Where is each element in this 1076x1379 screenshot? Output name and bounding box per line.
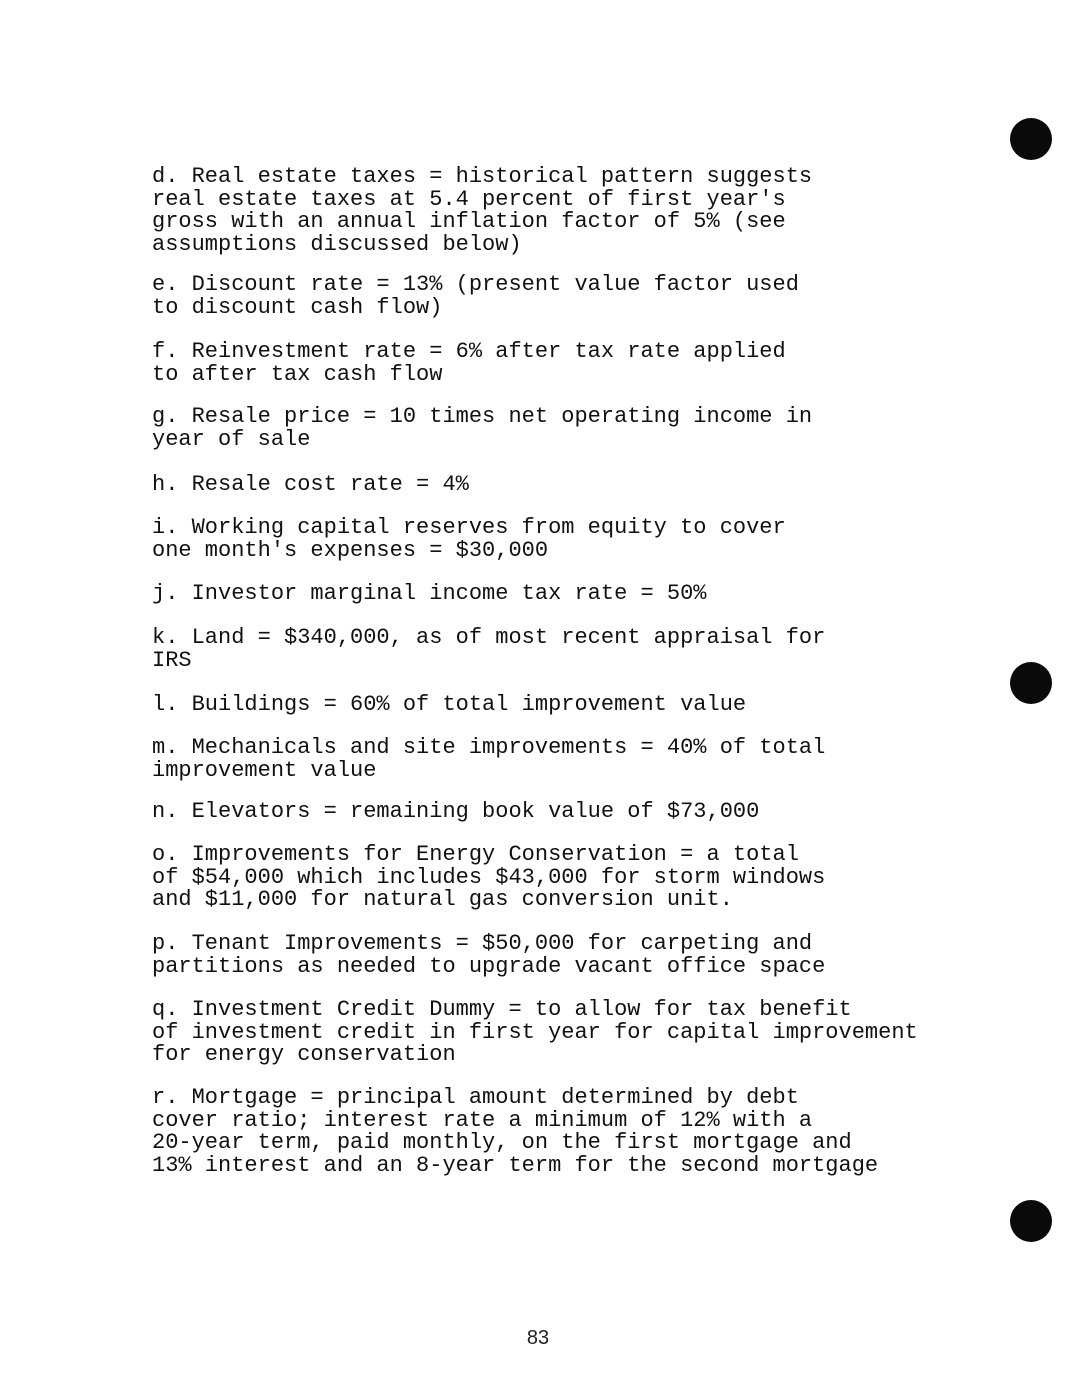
binder-hole-icon [1010, 662, 1052, 704]
list-item-n: n. Elevators = remaining book value of $73,000 [152, 799, 760, 824]
binder-hole-icon [1010, 118, 1052, 160]
list-item-l: l. Buildings = 60% of total improvement value [152, 692, 747, 717]
list-item-i: i. Working capital reserves from equity to cover one month's expenses = $30,000 [152, 515, 786, 563]
binder-hole-icon [1010, 1200, 1052, 1242]
page-number: 83 [526, 1327, 550, 1349]
list-item-h: h. Resale cost rate = 4% [152, 472, 469, 497]
list-item-m: m. Mechanicals and site improvements = 40% of total improvement value [152, 735, 826, 783]
list-item-q: q. Investment Credit Dummy = to allow for tax benefit of investment credit in first year for capital improvement for energy conservation [152, 997, 918, 1067]
list-item-p: p. Tenant Improvements = $50,000 for carpeting and partitions as needed to upgrade vacant office space [152, 931, 826, 979]
list-item-f: f. Reinvestment rate = 6% after tax rate applied to after tax cash flow [152, 339, 786, 387]
list-item-r: r. Mortgage = principal amount determined by debt cover ratio; interest rate a minimum of 12% with a 20-year term, paid monthly, on the first mortgage and 13% interest and an 8-year term for the second mortgage [152, 1085, 879, 1178]
list-item-k: k. Land = $340,000, as of most recent appraisal for IRS [152, 625, 826, 673]
list-item-o: o. Improvements for Energy Conservation = a total of $54,000 which includes $43,000 for storm windows and $11,000 for natural gas conversion unit. [152, 842, 826, 912]
list-item-g: g. Resale price = 10 times net operating income in year of sale [152, 404, 813, 452]
list-item-d: d. Real estate taxes = historical pattern suggests real estate taxes at 5.4 percent of first year's gross with an annual inflation factor of 5% (see assumptions discussed below) [152, 164, 813, 257]
list-item-e: e. Discount rate = 13% (present value factor used to discount cash flow) [152, 272, 799, 320]
list-item-j: j. Investor marginal income tax rate = 50% [152, 581, 707, 606]
